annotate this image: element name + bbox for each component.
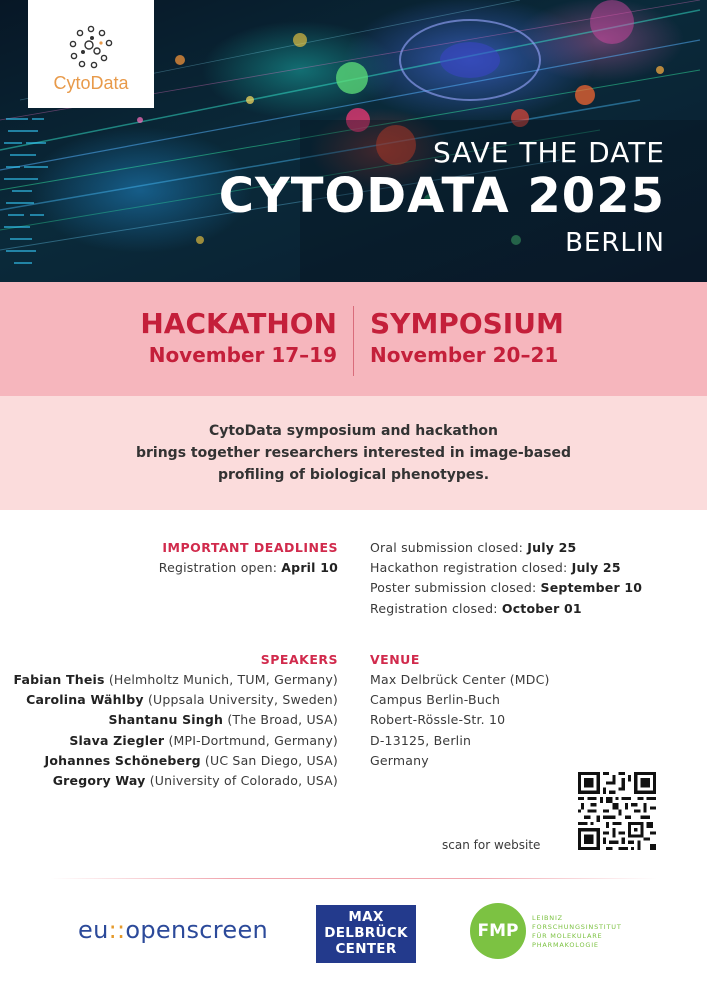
speaker-item	[13, 690, 338, 710]
deadline-item	[370, 578, 642, 598]
event-city: BERLIN	[565, 228, 665, 258]
venue-line: D-13125, Berlin	[370, 732, 472, 748]
speakers-heading: SPEAKERS	[260, 652, 338, 667]
cytodata-logo	[28, 0, 154, 108]
fmp-logo-line: PHARMAKOLOGIE	[532, 941, 599, 949]
deadline-label: Registration closed:	[370, 600, 502, 616]
deadline-item	[370, 558, 642, 578]
speakers-section	[13, 650, 338, 791]
venue-line: Campus Berlin-Buch	[370, 692, 501, 708]
speaker-affiliation: (Uppsala University, Sweden)	[143, 692, 338, 708]
speaker-name: Shantanu Singh	[108, 712, 224, 728]
fmp-logo-line: LEIBNIZ	[532, 914, 563, 922]
deadline-label: Registration open:	[158, 560, 282, 575]
deadline-date: April 10	[281, 560, 338, 575]
event-title: CYTODATA 2025	[218, 168, 665, 224]
speaker-item	[13, 710, 338, 730]
symposium-title: SYMPOSIUM	[370, 307, 564, 340]
speaker-name: Carolina Wählby	[26, 692, 144, 708]
speaker-affiliation: (University of Colorado, USA)	[145, 773, 338, 789]
deadline-date: September 10	[540, 580, 643, 596]
speaker-name: Slava Ziegler	[69, 732, 165, 748]
save-the-date-kicker: SAVE THE DATE	[433, 136, 665, 169]
qr-code[interactable]	[578, 772, 656, 850]
hackathon-block	[140, 308, 337, 370]
eu-logo-part: eu	[78, 916, 109, 944]
intro-line: brings together researchers interested in image-based	[135, 445, 572, 461]
speaker-item	[13, 670, 338, 690]
deadline-item	[370, 538, 642, 558]
cytodata-logo-icon	[68, 25, 114, 69]
deadline-date: July 25	[527, 540, 577, 555]
fmp-logo-line: FÜR MOLEKULARE	[532, 932, 603, 940]
speaker-name: Johannes Schöneberg	[44, 752, 201, 768]
mdc-logo-line: CENTER	[335, 941, 397, 957]
qr-caption: scan for website	[442, 838, 541, 852]
deadline-item	[370, 599, 642, 619]
deadline-item	[159, 558, 338, 578]
intro-text	[136, 420, 571, 486]
speaker-affiliation: (Helmholtz Munich, TUM, Germany)	[104, 672, 338, 687]
deadlines-left	[159, 538, 338, 578]
eu-logo-dots: ::	[108, 916, 126, 944]
fmp-logo-mark: FMP	[470, 903, 526, 959]
venue-line: Germany	[370, 752, 429, 768]
events-band	[0, 282, 707, 396]
speaker-affiliation: (MPI-Dortmund, Germany)	[164, 732, 338, 748]
deadline-date: July 25	[571, 560, 621, 576]
speaker-name: Fabian Theis	[13, 672, 105, 687]
intro-band	[0, 396, 707, 510]
events-divider	[353, 306, 354, 376]
symposium-date: November 20–21	[370, 343, 559, 367]
venue-line: Max Delbrück Center (MDC)	[370, 672, 550, 687]
hero-banner	[0, 0, 707, 282]
speaker-item	[13, 731, 338, 751]
footer-separator	[50, 878, 657, 879]
venue-section	[370, 650, 550, 771]
speaker-item	[13, 771, 338, 791]
intro-line: profiling of biological phenotypes.	[217, 467, 490, 483]
deadline-label: Hackathon registration closed:	[370, 560, 572, 576]
eu-openscreen-logo	[78, 916, 268, 944]
intro-line: CytoData symposium and hackathon	[208, 423, 499, 439]
hackathon-date: November 17–19	[148, 343, 337, 367]
deadline-label: Poster submission closed:	[370, 580, 541, 596]
mdc-logo-line: DELBRÜCK	[324, 925, 408, 941]
hackathon-title: HACKATHON	[140, 307, 337, 340]
deadlines-heading: IMPORTANT DEADLINES	[162, 540, 338, 555]
deadline-date: October 01	[501, 600, 582, 616]
speaker-item	[13, 751, 338, 771]
fmp-logo-line: FORSCHUNGSINSTITUT	[532, 923, 622, 931]
mdc-logo	[316, 905, 416, 963]
mdc-logo-line: MAX	[348, 909, 384, 925]
speaker-affiliation: (The Broad, USA)	[223, 712, 338, 728]
speaker-affiliation: (UC San Diego, USA)	[200, 752, 338, 768]
eu-logo-part: openscreen	[125, 916, 269, 944]
deadlines-right	[370, 538, 642, 619]
logo-text: CytoData	[53, 73, 129, 93]
fmp-logo-text	[532, 914, 622, 950]
venue-line: Robert-Rössle-Str. 10	[370, 712, 506, 728]
venue-heading: VENUE	[370, 652, 420, 667]
deadline-label: Oral submission closed:	[370, 540, 528, 555]
symposium-block	[370, 308, 564, 370]
speaker-name: Gregory Way	[52, 773, 146, 789]
